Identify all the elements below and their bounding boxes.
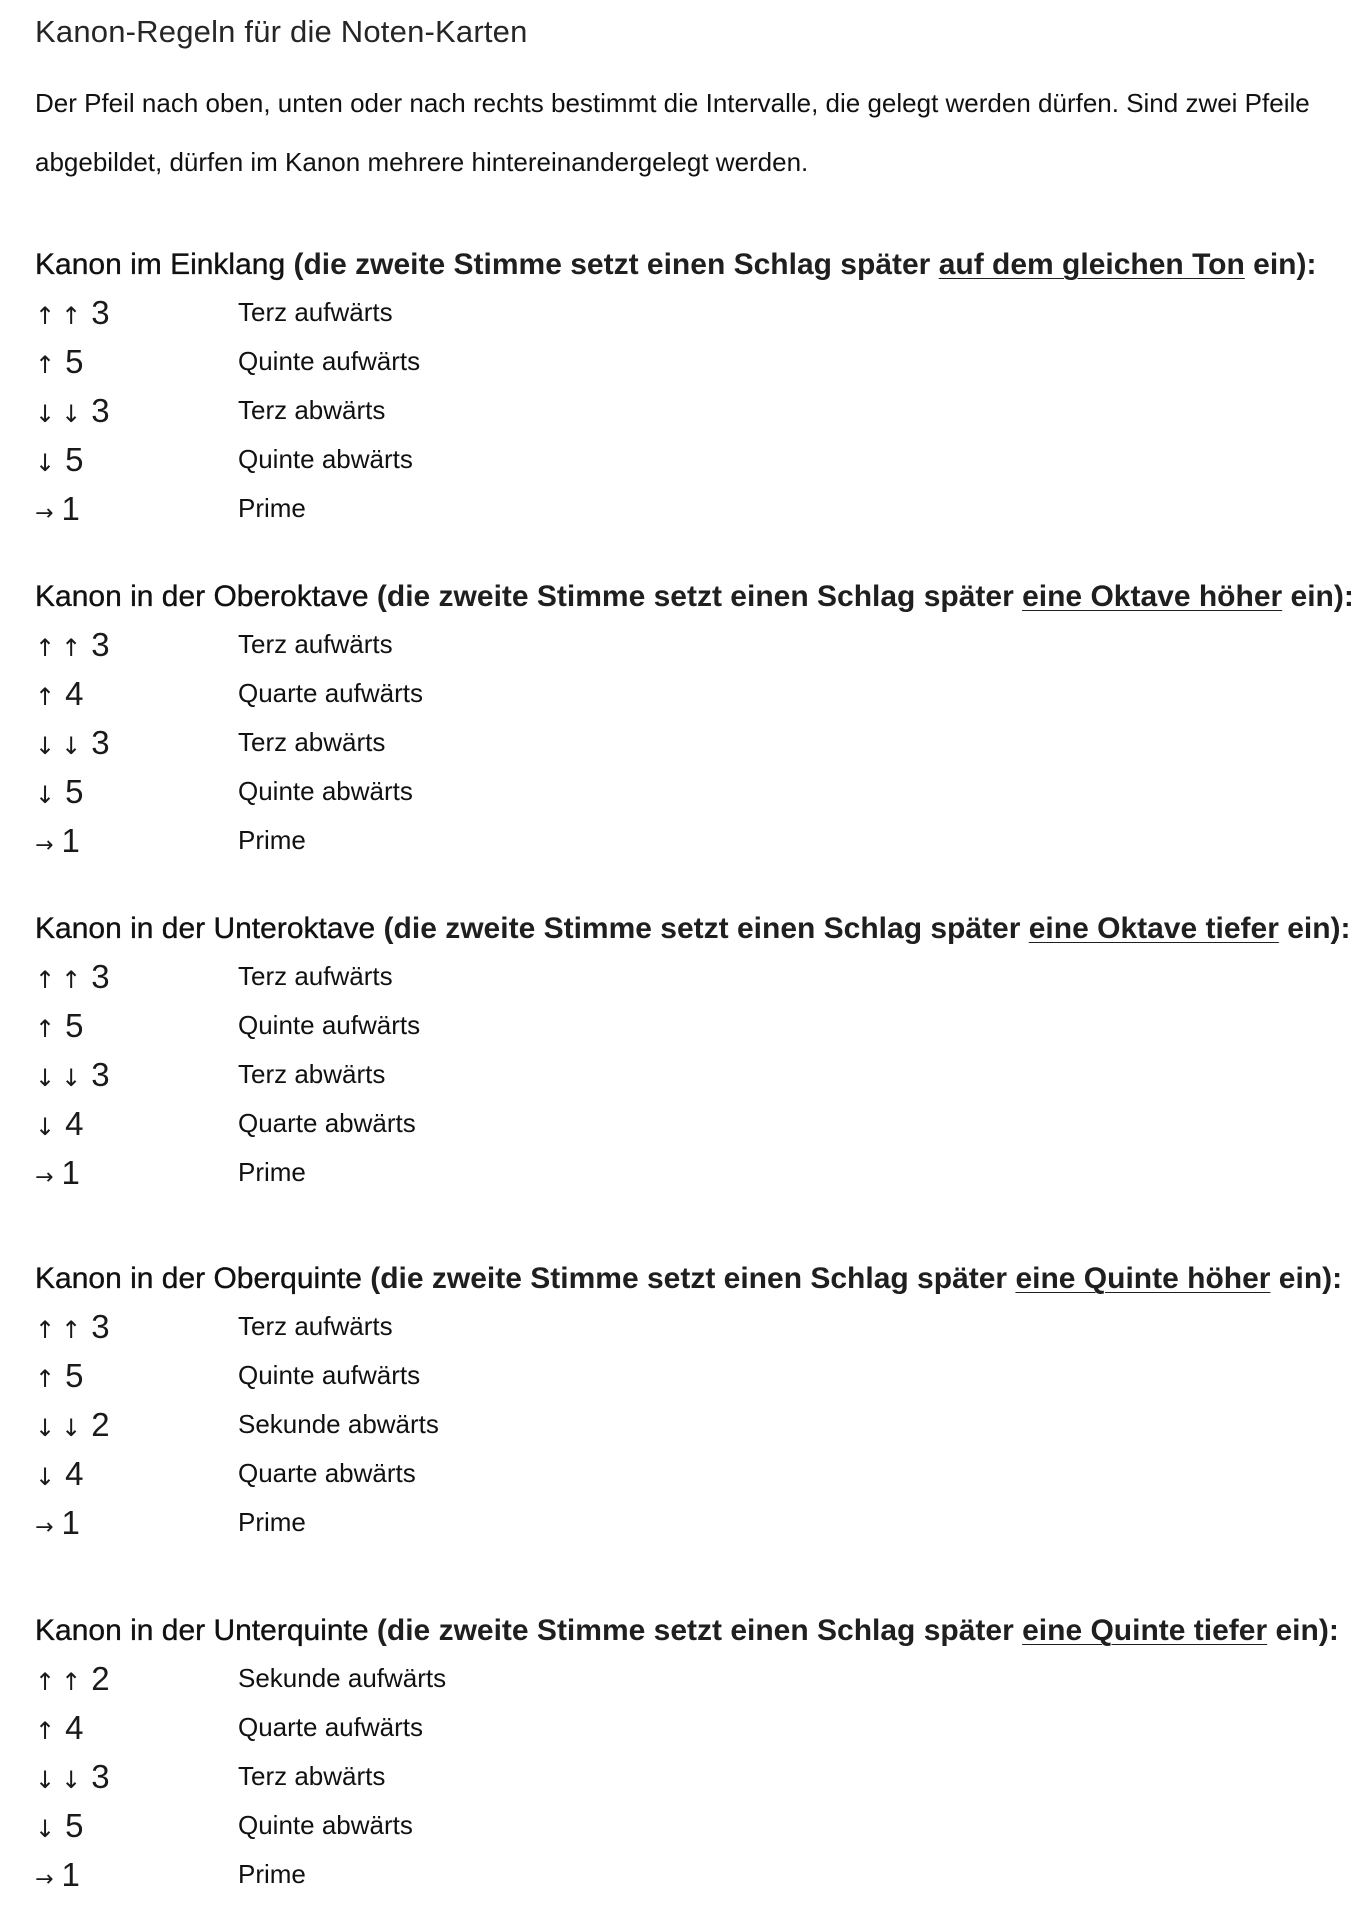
section-name: Kanon in der Unterquinte [35, 1614, 369, 1647]
interval-arrows [35, 441, 61, 479]
interval-number: 1 [61, 1503, 80, 1541]
interval-label: Terz abwärts [238, 1761, 386, 1791]
rule-row [35, 1752, 1355, 1801]
interval-number: 3 [91, 1307, 110, 1345]
interval-number: 5 [65, 1806, 84, 1844]
interval-symbol [35, 343, 238, 381]
interval-label: Quinte abwärts [238, 444, 413, 474]
rule-row [35, 767, 1355, 816]
interval-arrows [35, 1056, 87, 1094]
interval-arrows [35, 724, 87, 762]
section-heading [35, 580, 1355, 614]
rule-row [35, 620, 1355, 669]
interval-number: 5 [65, 1356, 84, 1394]
interval-number: 1 [61, 1855, 80, 1893]
interval-symbol [35, 1007, 238, 1045]
interval-symbol [35, 1056, 238, 1094]
section-description-underlined: eine Oktave höher [1022, 580, 1283, 613]
interval-number: 4 [65, 1454, 84, 1492]
section-description: (die zweite Stimme setzt einen Schlag später [368, 1614, 1023, 1647]
section-description: (die zweite Stimme setzt einen Schlag später [361, 1262, 1016, 1295]
interval-number: 3 [91, 625, 110, 663]
rule-row [35, 1099, 1355, 1148]
interval-symbol [35, 392, 238, 430]
interval-arrows [35, 1709, 61, 1747]
interval-label: Terz aufwärts [238, 297, 393, 327]
section-description: (die zweite Stimme setzt einen Schlag später [368, 580, 1023, 613]
section-description-end: ein): [1282, 580, 1354, 613]
interval-symbol [35, 675, 238, 713]
arrow-up-icon: ↑ [61, 1667, 82, 1696]
page-title: Kanon-Regeln für die Noten-Karten [35, 14, 528, 49]
arrow-up-icon: ↑ [61, 301, 82, 330]
interval-symbol [35, 626, 238, 664]
section-heading [35, 912, 1355, 946]
arrow-down-icon: ↓ [61, 1413, 82, 1442]
interval-arrows [35, 1406, 87, 1444]
arrow-down-icon: ↓ [35, 399, 56, 428]
interval-label: Terz aufwärts [238, 961, 393, 991]
rule-row [35, 1850, 1355, 1899]
interval-symbol [35, 1105, 238, 1143]
interval-label: Terz abwärts [238, 1059, 386, 1089]
interval-number: 4 [65, 674, 84, 712]
rule-row [35, 1050, 1355, 1099]
rule-row [35, 1302, 1355, 1351]
arrow-right-icon: → [35, 1514, 54, 1540]
interval-symbol [35, 1758, 238, 1796]
arrow-down-icon: ↓ [35, 1112, 56, 1141]
arrow-right-icon: → [35, 1866, 54, 1892]
interval-symbol [35, 724, 238, 762]
arrow-up-icon: ↑ [35, 633, 56, 662]
arrow-right-icon: → [35, 1164, 54, 1190]
interval-label: Sekunde abwärts [238, 1409, 439, 1439]
interval-number: 1 [61, 489, 80, 527]
interval-number: 5 [65, 1006, 84, 1044]
interval-number: 3 [91, 957, 110, 995]
arrow-down-icon: ↓ [35, 1413, 56, 1442]
interval-label: Quarte aufwärts [238, 678, 423, 708]
canon-section [35, 1262, 1355, 1547]
rule-row [35, 1498, 1355, 1547]
interval-symbol [35, 1357, 238, 1395]
interval-number: 1 [61, 1153, 80, 1191]
interval-arrows [35, 1807, 61, 1845]
rule-row [35, 1400, 1355, 1449]
interval-symbol [35, 1455, 238, 1493]
interval-number: 1 [61, 821, 80, 859]
canon-section [35, 1614, 1355, 1899]
section-description-underlined: eine Quinte tiefer [1022, 1614, 1268, 1647]
arrow-down-icon: ↓ [61, 1765, 82, 1794]
interval-symbol [35, 1406, 238, 1444]
interval-symbol [35, 1856, 238, 1894]
interval-number: 5 [65, 342, 84, 380]
arrow-down-icon: ↓ [35, 1462, 56, 1491]
interval-arrows [35, 1308, 87, 1346]
interval-label: Quarte abwärts [238, 1458, 416, 1488]
interval-label: Prime [238, 825, 306, 855]
interval-number: 3 [91, 293, 110, 331]
interval-number: 2 [91, 1659, 110, 1697]
interval-symbol [35, 1308, 238, 1346]
rule-row [35, 952, 1355, 1001]
interval-number: 5 [65, 440, 84, 478]
section-description-end: ein): [1270, 1262, 1343, 1295]
interval-arrows [35, 1105, 61, 1143]
rule-row [35, 1001, 1355, 1050]
intro-paragraph: Der Pfeil nach oben, unten oder nach rechts bestimmt die Intervalle, die gelegt werden dürfen. Sind zwei Pfeile abgebildet, dürfen im Kanon mehrere hintereinandergelegt werden. [35, 88, 1310, 177]
interval-symbol [35, 294, 238, 332]
arrow-down-icon: ↓ [61, 1063, 82, 1092]
rule-row [35, 288, 1355, 337]
rule-row [35, 718, 1355, 767]
interval-arrows [35, 822, 57, 860]
arrow-down-icon: ↓ [35, 1814, 56, 1843]
interval-label: Quinte aufwärts [238, 1360, 421, 1390]
interval-label: Prime [238, 1157, 306, 1187]
arrow-up-icon: ↑ [35, 682, 56, 711]
interval-symbol [35, 773, 238, 811]
interval-symbol [35, 1154, 238, 1192]
section-name: Kanon in der Oberquinte [35, 1262, 362, 1295]
interval-arrows [35, 1856, 57, 1894]
section-description-end: ein): [1267, 1614, 1339, 1647]
rule-row [35, 816, 1355, 865]
interval-arrows [35, 1504, 57, 1542]
interval-arrows [35, 626, 87, 664]
interval-number: 4 [65, 1104, 84, 1142]
interval-symbol [35, 1709, 238, 1747]
section-description-end: ein): [1278, 912, 1351, 945]
arrow-up-icon: ↑ [35, 1014, 56, 1043]
arrow-down-icon: ↓ [35, 448, 56, 477]
interval-label: Quinte abwärts [238, 776, 413, 806]
interval-label: Quarte abwärts [238, 1108, 416, 1138]
section-description-end: ein): [1244, 248, 1317, 281]
arrow-up-icon: ↑ [35, 965, 56, 994]
interval-arrows [35, 675, 61, 713]
section-heading [35, 248, 1355, 282]
rule-row [35, 337, 1355, 386]
interval-arrows [35, 1455, 61, 1493]
section-description: (die zweite Stimme setzt einen Schlag später [285, 248, 939, 281]
interval-label: Quarte aufwärts [238, 1712, 423, 1742]
arrow-up-icon: ↑ [35, 1716, 56, 1745]
arrow-up-icon: ↑ [35, 1364, 56, 1393]
section-name: Kanon im Einklang [35, 248, 286, 281]
rule-row [35, 1703, 1355, 1752]
interval-arrows [35, 490, 57, 528]
arrow-up-icon: ↑ [35, 301, 56, 330]
interval-arrows [35, 958, 87, 996]
interval-label: Prime [238, 493, 306, 523]
section-heading [35, 1614, 1355, 1648]
arrow-down-icon: ↓ [35, 1063, 56, 1092]
section-heading [35, 1262, 1355, 1296]
interval-label: Terz aufwärts [238, 1311, 393, 1341]
arrow-up-icon: ↑ [61, 633, 82, 662]
arrow-right-icon: → [35, 500, 54, 526]
section-description-underlined: eine Oktave tiefer [1028, 912, 1279, 945]
interval-label: Terz abwärts [238, 727, 386, 757]
interval-number: 2 [91, 1405, 110, 1443]
rule-row [35, 1654, 1355, 1703]
interval-arrows [35, 1758, 87, 1796]
interval-symbol [35, 441, 238, 479]
interval-arrows [35, 1660, 87, 1698]
interval-label: Quinte abwärts [238, 1810, 413, 1840]
interval-number: 3 [91, 1757, 110, 1795]
canon-section [35, 248, 1355, 533]
interval-symbol [35, 1807, 238, 1845]
rule-row [35, 484, 1355, 533]
interval-label: Quinte aufwärts [238, 346, 421, 376]
arrow-up-icon: ↑ [61, 965, 82, 994]
arrow-down-icon: ↓ [61, 731, 82, 760]
rule-row [35, 1801, 1355, 1850]
interval-symbol [35, 822, 238, 860]
arrow-down-icon: ↓ [35, 731, 56, 760]
arrow-up-icon: ↑ [35, 350, 56, 379]
rule-row [35, 669, 1355, 718]
arrow-up-icon: ↑ [35, 1315, 56, 1344]
rule-row [35, 386, 1355, 435]
interval-number: 3 [91, 723, 110, 761]
interval-arrows [35, 1154, 57, 1192]
interval-label: Quinte aufwärts [238, 1010, 421, 1040]
section-description-underlined: eine Quinte höher [1015, 1262, 1271, 1295]
interval-symbol [35, 958, 238, 996]
interval-arrows [35, 1357, 61, 1395]
section-name: Kanon in der Oberoktave [35, 580, 369, 613]
interval-arrows [35, 773, 61, 811]
interval-arrows [35, 392, 87, 430]
rule-row [35, 435, 1355, 484]
arrow-down-icon: ↓ [35, 780, 56, 809]
section-description: (die zweite Stimme setzt einen Schlag später [375, 912, 1029, 945]
arrow-right-icon: → [35, 832, 54, 858]
interval-number: 3 [91, 391, 110, 429]
interval-label: Terz aufwärts [238, 629, 393, 659]
section-name: Kanon in der Unteroktave [35, 912, 376, 945]
arrow-down-icon: ↓ [61, 399, 82, 428]
interval-symbol [35, 490, 238, 528]
interval-arrows [35, 1007, 61, 1045]
canon-section [35, 580, 1355, 865]
interval-symbol [35, 1660, 238, 1698]
interval-arrows [35, 343, 61, 381]
arrow-up-icon: ↑ [61, 1315, 82, 1344]
section-description-underlined: auf dem gleichen Ton [938, 248, 1245, 281]
interval-number: 3 [91, 1055, 110, 1093]
arrow-up-icon: ↑ [35, 1667, 56, 1696]
interval-label: Prime [238, 1859, 306, 1889]
interval-number: 5 [65, 772, 84, 810]
interval-symbol [35, 1504, 238, 1542]
arrow-down-icon: ↓ [35, 1765, 56, 1794]
interval-label: Prime [238, 1507, 306, 1537]
rule-row [35, 1449, 1355, 1498]
rule-row [35, 1351, 1355, 1400]
canon-section [35, 912, 1355, 1197]
interval-arrows [35, 294, 87, 332]
interval-label: Sekunde aufwärts [238, 1663, 447, 1693]
interval-label: Terz abwärts [238, 395, 386, 425]
rule-row [35, 1148, 1355, 1197]
interval-number: 4 [65, 1708, 84, 1746]
